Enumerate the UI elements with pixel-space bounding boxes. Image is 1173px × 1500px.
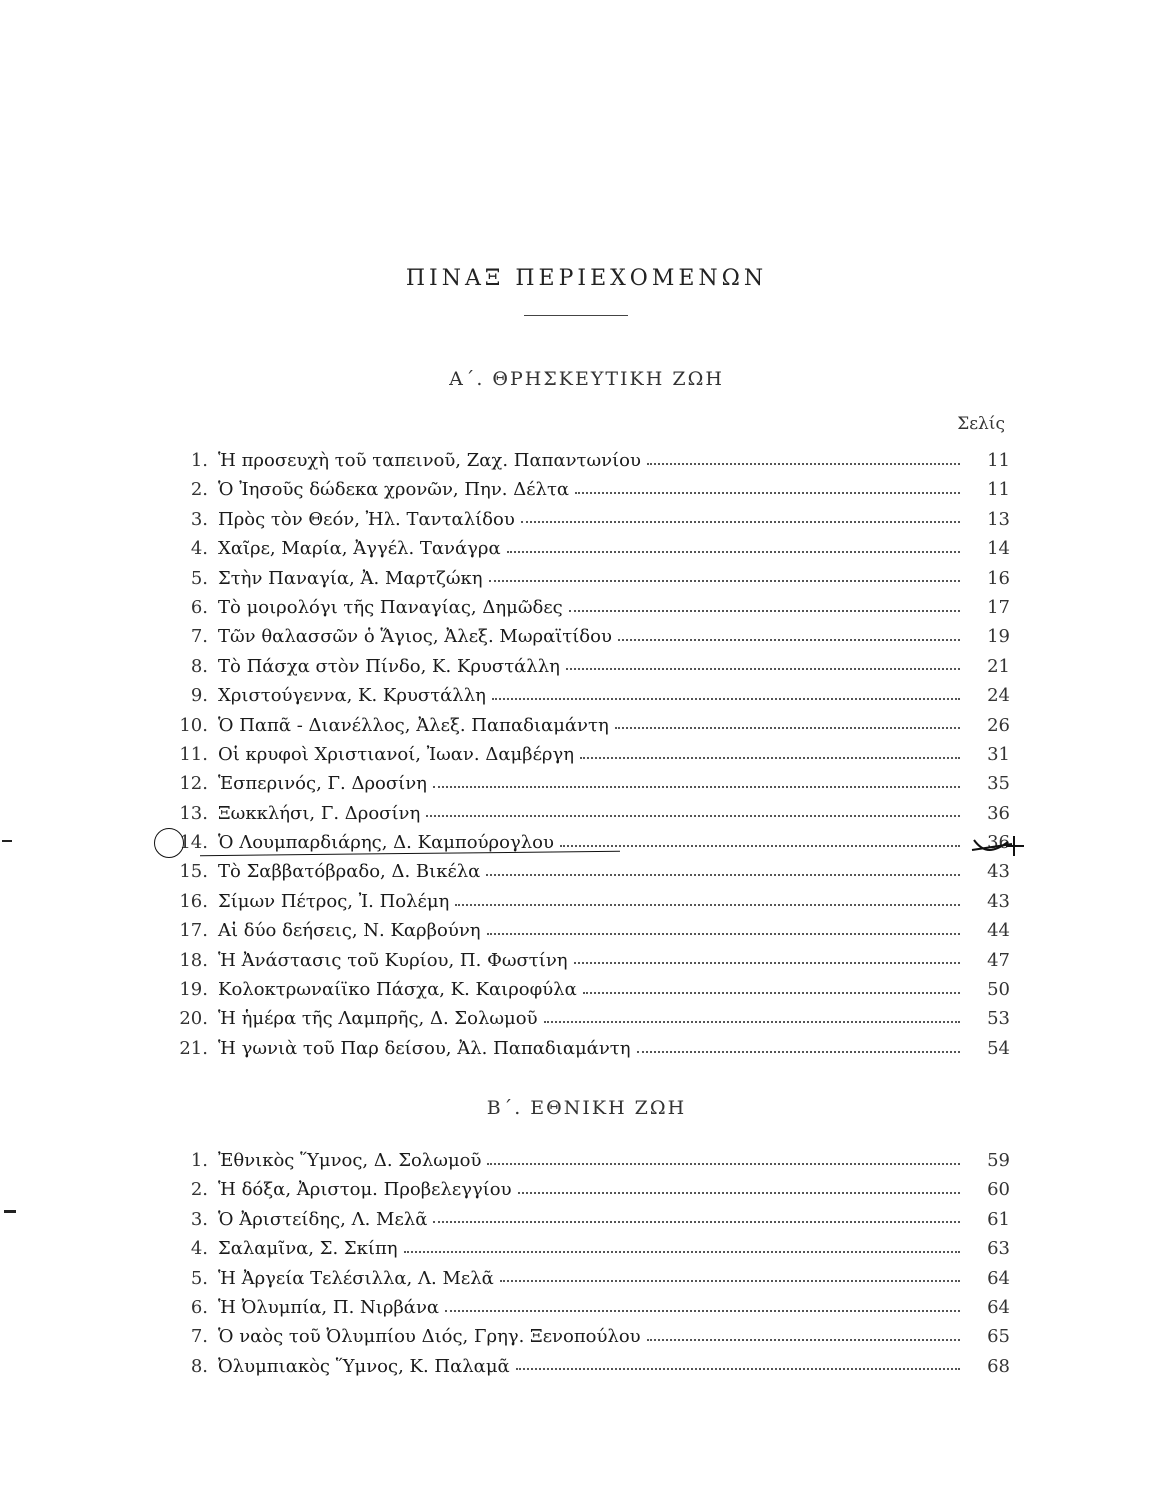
entry-page-number: 14 [987, 538, 1010, 560]
toc-entry [150, 564, 1010, 593]
entry-title: Ὀλυμπιακὸς Ὕμνος, Κ. Παλαμᾶ [218, 1355, 510, 1377]
toc-entry [150, 711, 1010, 740]
entry-title: Ἐθνικὸς Ὕμνος, Δ. Σολωμοῦ [218, 1150, 482, 1171]
toc-entry [150, 1205, 1010, 1234]
dot-leader [566, 668, 960, 670]
entry-title: Τῶν θαλασσῶν ὁ Ἅγιος, Ἀλεξ. Μωραϊτίδου [218, 626, 612, 648]
entry-page-number: 50 [987, 979, 1010, 1001]
toc-entry [150, 593, 1010, 622]
entry-page-number: 53 [987, 1008, 1010, 1030]
dot-leader [487, 933, 960, 935]
entry-title: Σαλαμῖνα, Σ. Σκίπη [218, 1238, 398, 1260]
dot-leader [647, 463, 960, 465]
entry-page-number: 35 [987, 773, 1010, 795]
entry-title: Ὁ Ἰησοῦς δώδεκα χρονῶν, Πην. Δέλτα [218, 479, 570, 501]
entry-page-number: 60 [987, 1179, 1010, 1201]
margin-mark [2, 840, 12, 842]
entry-title: Πρὸς τὸν Θεόν, Ἠλ. Τανταλίδου [218, 508, 515, 530]
entry-number: 7. [190, 1326, 208, 1348]
entry-page-number: 16 [987, 567, 1010, 589]
toc-entry [150, 534, 1010, 563]
entry-number: 8. [190, 1355, 208, 1377]
entry-title: Ὁ Παπᾶ - Διανέλλος, Ἀλεξ. Παπαδιαμάντη [218, 714, 609, 736]
entry-number: 20. [179, 1008, 208, 1030]
dot-leader [583, 992, 960, 994]
toc-entry [150, 1175, 1010, 1204]
toc-entry [150, 1352, 1010, 1381]
entry-number: 5. [190, 567, 208, 589]
dot-leader [560, 845, 960, 847]
entry-number: 6. [190, 1296, 208, 1318]
dot-leader [615, 727, 960, 729]
entry-page-number: 61 [987, 1208, 1010, 1230]
toc-entry [150, 887, 1010, 916]
dot-leader [647, 1339, 960, 1341]
toc-entry [150, 799, 1010, 828]
entry-number: 14. [179, 832, 208, 854]
toc-entry [150, 1234, 1010, 1263]
dot-leader [637, 1051, 960, 1053]
entry-number: 16. [179, 890, 208, 912]
entry-title: Ἡ ἡμέρα τῆς Λαμπρῆς, Δ. Σολωμοῦ [218, 1008, 538, 1030]
title-divider [524, 315, 628, 316]
entry-title: Τὸ μοιρολόγι τῆς Παναγίας, Δημῶδες [218, 596, 563, 618]
entry-number: 1. [190, 1150, 208, 1171]
entry-page-number: 36 [987, 802, 1010, 824]
entry-title: Ξωκκλήσι, Γ. Δροσίνη [218, 802, 421, 824]
dot-leader [518, 1192, 960, 1194]
toc-entry [150, 622, 1010, 651]
entry-page-number: 44 [987, 920, 1010, 942]
dot-leader [492, 698, 960, 700]
entry-title: Χαῖρε, Μαρία, Ἀγγέλ. Τανάγρα [218, 538, 501, 560]
entry-title: Ὁ ναὸς τοῦ Ὀλυμπίου Διός, Γρηγ. Ξενοπούλου [218, 1326, 641, 1348]
dot-leader [433, 1221, 960, 1223]
entry-page-number: 13 [987, 508, 1010, 530]
toc-entry [150, 446, 1010, 475]
toc-entry [150, 740, 1010, 769]
entry-number: 13. [179, 802, 208, 824]
entry-number: 3. [190, 508, 208, 530]
entry-title: Χριστούγεννα, Κ. Κρυστάλλη [218, 685, 486, 707]
toc-entry [150, 1146, 1010, 1175]
entry-title: Τὸ Σαββατόβραδο, Δ. Βικέλα [218, 861, 481, 883]
entry-page-number: 64 [987, 1267, 1010, 1289]
entry-page-number: 63 [987, 1238, 1010, 1260]
toc-entry [150, 769, 1010, 798]
entry-number: 19. [179, 979, 208, 1001]
toc-entry [150, 857, 1010, 886]
pages-column-label: Σελίς [957, 414, 1005, 434]
entry-number: 11. [179, 743, 208, 765]
dot-leader [569, 610, 960, 612]
entry-title: Ἡ Ἀργεία Τελέσιλλα, Λ. Μελᾶ [218, 1267, 494, 1289]
entry-title: Ἡ Ὀλυμπία, Π. Νιρβάνα [218, 1296, 440, 1318]
entry-page-number: 68 [987, 1355, 1010, 1377]
page-title: ΠΙΝΑΞ ΠΕΡΙΕΧΟΜΕΝΩΝ [405, 266, 768, 291]
margin-mark [4, 1210, 16, 1213]
toc-entry [150, 1034, 1010, 1063]
entry-title: Οἱ κρυφοὶ Χριστιανοί, Ἰωαν. Δαμβέργη [218, 743, 575, 765]
entry-number: 17. [179, 920, 208, 942]
entry-number: 6. [190, 596, 208, 618]
entry-number: 4. [190, 1238, 208, 1260]
entry-number: 5. [190, 1267, 208, 1289]
dot-leader [575, 492, 960, 494]
entry-number: 21. [179, 1037, 208, 1059]
section-a-list [150, 446, 1010, 1063]
entry-number: 4. [190, 538, 208, 560]
entry-page-number: 24 [987, 685, 1010, 707]
entry-title: Ὁ Ἀριστείδης, Λ. Μελᾶ [218, 1208, 428, 1230]
entry-title: Ἡ γωνιὰ τοῦ Παρ δείσου, Ἀλ. Παπαδιαμάντη [218, 1037, 631, 1059]
entry-page-number: 19 [987, 626, 1010, 648]
entry-number: 8. [190, 655, 208, 677]
entry-number: 2. [190, 1179, 208, 1201]
toc-entry [150, 652, 1010, 681]
entry-page-number: 43 [987, 890, 1010, 912]
entry-number: 9. [190, 685, 208, 707]
dot-leader [486, 874, 960, 876]
dot-leader [521, 521, 960, 523]
entry-page-number: 64 [987, 1296, 1010, 1318]
dot-leader [516, 1368, 960, 1370]
dot-leader [500, 1280, 960, 1282]
entry-title: Ἡ προσευχὴ τοῦ ταπεινοῦ, Ζαχ. Παπαντωνίου [218, 450, 641, 471]
dot-leader [507, 551, 960, 553]
toc-entry [150, 916, 1010, 945]
section-b-heading: Β΄. ΕΘΝΙΚΗ ΖΩΗ [486, 1097, 687, 1119]
entry-page-number: 36 [987, 832, 1010, 854]
dot-leader [404, 1251, 960, 1253]
handwritten-circle-mark [154, 828, 184, 858]
entry-page-number: 11 [987, 479, 1010, 501]
dot-leader [618, 639, 960, 641]
entry-number: 7. [190, 626, 208, 648]
entry-title: Τὸ Πάσχα στὸν Πίνδο, Κ. Κρυστάλλη [218, 655, 560, 677]
entry-title: Ἡ δόξα, Ἀριστομ. Προβελεγγίου [218, 1179, 512, 1201]
dot-leader [487, 1163, 960, 1165]
dot-leader [580, 757, 960, 759]
dot-leader [489, 580, 960, 582]
toc-entry [150, 505, 1010, 534]
entry-page-number: 65 [987, 1326, 1010, 1348]
dot-leader [445, 1310, 960, 1312]
toc-entry [150, 975, 1010, 1004]
toc-entry [150, 475, 1010, 504]
toc-entry [150, 946, 1010, 975]
toc-entry [150, 828, 1010, 857]
entry-number: 18. [179, 949, 208, 971]
entry-title: Αἱ δύο δεήσεις, Ν. Καρβούνη [218, 920, 481, 942]
entry-title: Σίμων Πέτρος, Ἰ. Πολέμη [218, 890, 450, 912]
entry-title: Ἡ Ἀνάστασις τοῦ Κυρίου, Π. Φωστίνη [218, 949, 568, 971]
toc-entry [150, 1264, 1010, 1293]
entry-number: 12. [179, 773, 208, 795]
dot-leader [433, 786, 960, 788]
toc-entry [150, 1293, 1010, 1322]
entry-title: Ὁ Λουμπαρδιάρης, Δ. Καμπούρογλου [218, 832, 554, 854]
entry-page-number: 54 [987, 1037, 1010, 1059]
entry-title: Κολοκτρωναίϊκο Πάσχα, Κ. Καιροφύλα [218, 979, 577, 1001]
dot-leader [455, 904, 960, 906]
entry-number: 2. [190, 479, 208, 501]
entry-page-number: 43 [987, 861, 1010, 883]
toc-entry [150, 681, 1010, 710]
entry-page-number: 47 [987, 949, 1010, 971]
entry-title: Στὴν Παναγία, Ἀ. Μαρτζώκη [218, 567, 483, 589]
entry-page-number: 26 [987, 714, 1010, 736]
dot-leader [426, 815, 960, 817]
entry-number: 15. [179, 861, 208, 883]
dot-leader [574, 962, 960, 964]
toc-entry [150, 1322, 1010, 1351]
entry-number: 3. [190, 1208, 208, 1230]
section-b-list [150, 1146, 1010, 1381]
handwritten-strike-mark [968, 834, 1028, 858]
entry-page-number: 11 [987, 450, 1010, 471]
entry-number: 1. [190, 450, 208, 471]
dot-leader [544, 1021, 960, 1023]
entry-page-number: 59 [987, 1150, 1010, 1171]
entry-page-number: 21 [987, 655, 1010, 677]
entry-page-number: 17 [987, 596, 1010, 618]
entry-page-number: 31 [987, 743, 1010, 765]
entry-number: 10. [179, 714, 208, 736]
toc-entry [150, 1004, 1010, 1033]
section-a-heading: Α΄. ΘΡΗΣΚΕΥΤΙΚΗ ΖΩΗ [449, 368, 724, 390]
entry-title: Ἑσπερινός, Γ. Δροσίνη [218, 773, 427, 795]
